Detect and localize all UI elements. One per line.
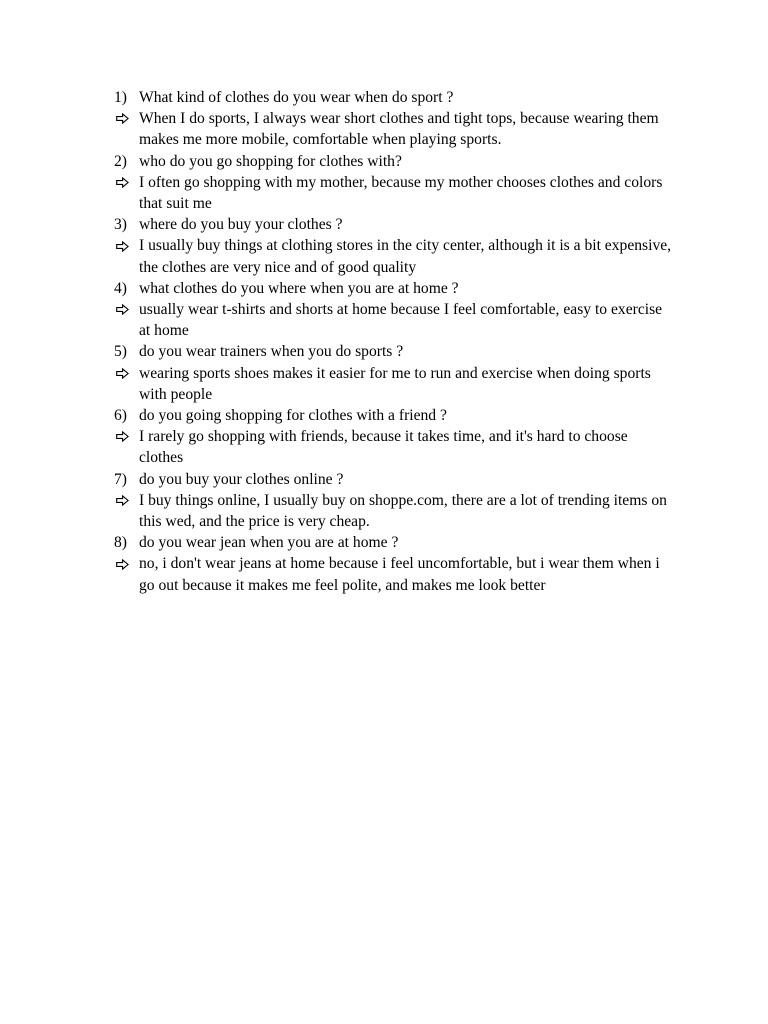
answer-text: no, i don't wear jeans at home because i feel uncomfortable, but i wear them when i go out because it makes me feel polite, and makes me look better — [139, 555, 660, 594]
answer-text: When I do sports, I always wear short clothes and tight tops, because wearing them makes me more mobile, comfortable when playing sports. — [139, 110, 659, 149]
answer-text: usually wear t-shirts and shorts at home because I feel comfortable, easy to exercise at home — [139, 301, 663, 340]
question-text: do you wear trainers when you do sports ? — [139, 343, 404, 361]
outline-right-arrow-icon — [114, 363, 139, 384]
question-row — [114, 214, 674, 235]
outline-right-arrow-icon — [114, 172, 139, 193]
answer-text: wearing sports shoes makes it easier for me to run and exercise when doing sports with people — [139, 364, 651, 403]
question-number: 4) — [114, 279, 127, 297]
question-number: 7) — [114, 470, 127, 488]
answer-text: I buy things online, I usually buy on shoppe.com, there are a lot of trending items on this wed, and the price is very cheap. — [139, 491, 667, 531]
outline-right-arrow-icon — [114, 235, 139, 256]
answer-row — [114, 426, 674, 468]
question-text: do you buy your clothes online ? — [139, 470, 344, 488]
answer-row — [114, 172, 674, 214]
outline-right-arrow-icon — [114, 299, 139, 320]
answer-text: I usually buy things at clothing stores in the city center, although it is a bit expensive, the clothes are very nice and of good quality — [139, 237, 672, 276]
outline-right-arrow-icon — [114, 108, 139, 129]
question-row — [114, 532, 674, 553]
question-text: who do you go shopping for clothes with? — [139, 152, 402, 170]
answer-row — [114, 553, 674, 595]
question-text: do you wear jean when you are at home ? — [139, 534, 399, 552]
question-number: 3) — [114, 216, 127, 234]
question-text: do you going shopping for clothes with a friend ? — [139, 407, 447, 425]
question-row — [114, 87, 674, 108]
question-row — [114, 341, 674, 362]
answer-row — [114, 108, 674, 150]
question-text: What kind of clothes do you wear when do sport ? — [139, 89, 454, 106]
answer-row — [114, 299, 674, 341]
outline-right-arrow-icon — [114, 490, 139, 511]
question-text: where do you buy your clothes ? — [139, 216, 343, 234]
answer-row — [114, 363, 674, 405]
question-answer-list — [114, 87, 674, 596]
question-row — [114, 469, 674, 490]
question-number: 6) — [114, 407, 127, 425]
answer-row — [114, 490, 674, 532]
question-row — [114, 405, 674, 426]
outline-right-arrow-icon — [114, 553, 139, 574]
answer-text: I rarely go shopping with friends, because it takes time, and it's hard to choose clothes — [139, 428, 628, 467]
question-row — [114, 151, 674, 172]
answer-row — [114, 235, 674, 277]
question-number: 2) — [114, 152, 127, 170]
outline-right-arrow-icon — [114, 426, 139, 447]
answer-text: I often go shopping with my mother, because my mother chooses clothes and colors that suit me — [139, 173, 663, 213]
question-text: what clothes do you where when you are at home ? — [139, 279, 459, 297]
question-number: 8) — [114, 534, 127, 552]
question-row — [114, 278, 674, 299]
question-number: 1) — [114, 89, 127, 106]
question-number: 5) — [114, 343, 127, 361]
